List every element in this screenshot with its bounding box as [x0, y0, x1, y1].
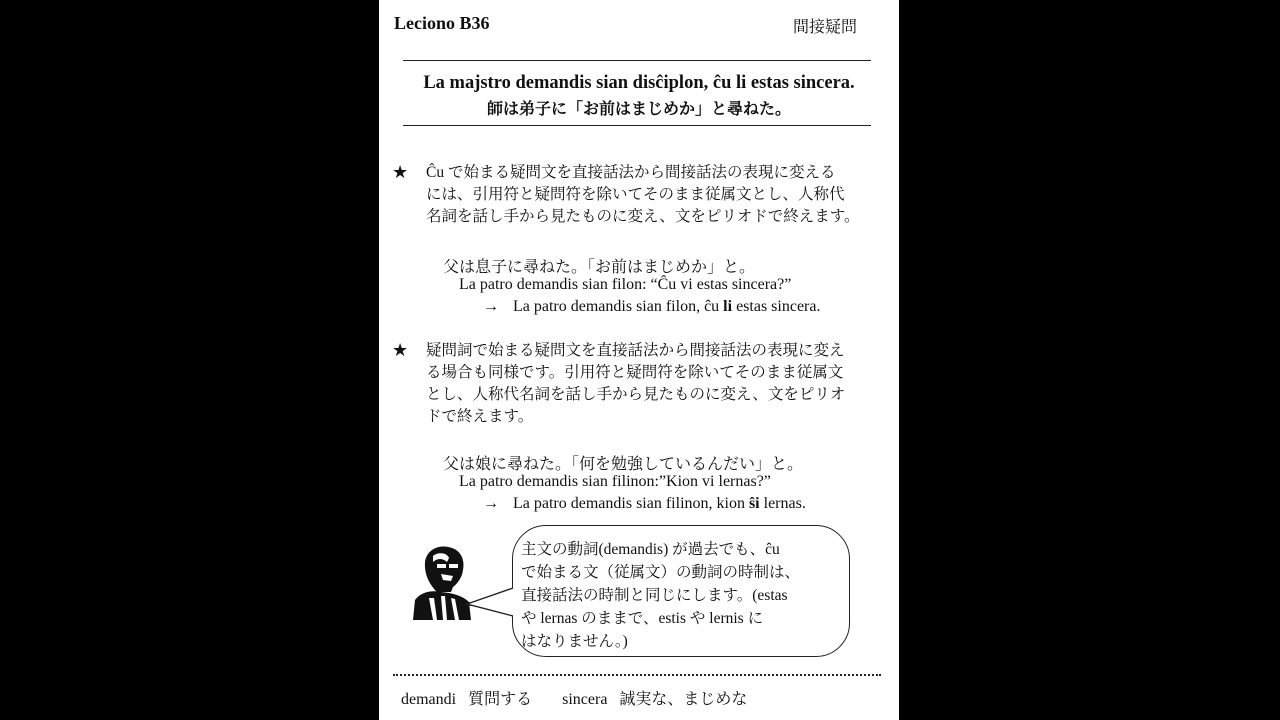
- vocab-divider: [393, 674, 881, 676]
- indirect-text: estas sincera.: [732, 298, 821, 315]
- indirect-pronoun: li: [723, 298, 733, 315]
- section1-line: には、引用符と疑問符を除いてそのまま従属文とし、人称代: [426, 186, 845, 203]
- vocab-word: demandi: [401, 691, 457, 708]
- section2-example-direct: La patro demandis sian filinon:”Kion vi lernas?”: [459, 473, 771, 490]
- arrow-icon: →: [483, 298, 499, 315]
- star-icon: ★: [392, 340, 409, 360]
- vocab-meaning: 質問する: [468, 691, 533, 708]
- section1-example-direct: La patro demandis sian filon: “Ĉu vi estas sincera?”: [459, 276, 792, 293]
- title-japanese: 師は弟子に「お前はまじめか」と尋ねた。: [486, 101, 791, 118]
- note-text: [521, 538, 833, 653]
- vocabulary-list: [401, 686, 747, 709]
- section2-example-indirect: [513, 495, 806, 513]
- note-line: 直接話法の時制と同じにします。(estas: [521, 587, 788, 604]
- note-line: 主文の動詞(demandis) が過去でも、ĉu: [521, 541, 780, 558]
- title-rule-bottom: [403, 125, 871, 126]
- vocab-meaning: 誠実な、まじめな: [619, 691, 748, 708]
- lesson-page: [379, 0, 899, 720]
- section2-explanation: [426, 340, 845, 428]
- lesson-number: Leciono B36: [394, 13, 490, 33]
- section2-line: る場合も同様です。引用符と疑問符を除いてそのまま従属文: [426, 364, 844, 381]
- indirect-text: La patro demandis sian filinon, kion: [513, 495, 749, 512]
- section2-line: 疑問詞で始まる疑問文を直接話法から間接話法の表現に変え: [426, 342, 845, 359]
- star-icon: ★: [392, 162, 409, 182]
- arrow-icon: →: [483, 495, 499, 512]
- indirect-text: lernas.: [759, 495, 806, 512]
- section1-example-indirect: [513, 298, 820, 316]
- indirect-text: La patro demandis sian filon, ĉu: [513, 298, 724, 315]
- title-esperanto: La majstro demandis sian disĉiplon, ĉu li estas sincera.: [423, 73, 855, 93]
- lesson-topic: 間接疑問: [793, 19, 858, 36]
- section1-line: Ĉu で始まる疑問文を直接話法から間接話法の表現に変える: [426, 164, 836, 181]
- title-rule-top: [403, 60, 871, 61]
- section1-explanation: [426, 162, 860, 228]
- note-line: や lernas のままで、estis や lernis に: [521, 610, 764, 627]
- section2-example-japanese: 父は娘に尋ねた。「何を勉強しているんだい」と。: [443, 456, 804, 473]
- section1-line: 名詞を話し手から見たものに変え、文をピリオドで終えます。: [426, 208, 860, 225]
- note-line: はなりません。): [521, 633, 628, 650]
- indirect-pronoun: ŝi: [748, 495, 760, 512]
- section2-line: ドで終えます。: [426, 408, 534, 425]
- section2-line: とし、人称代名詞を話し手から見たものに変え、文をピリオ: [426, 386, 846, 403]
- vocab-word: sincera: [562, 691, 608, 708]
- note-line: で始まる文（従属文）の動詞の時制は、: [521, 564, 801, 581]
- bubble-tail: [465, 586, 515, 620]
- section1-example-japanese: 父は息子に尋ねた。「お前はまじめか」と。: [443, 259, 756, 276]
